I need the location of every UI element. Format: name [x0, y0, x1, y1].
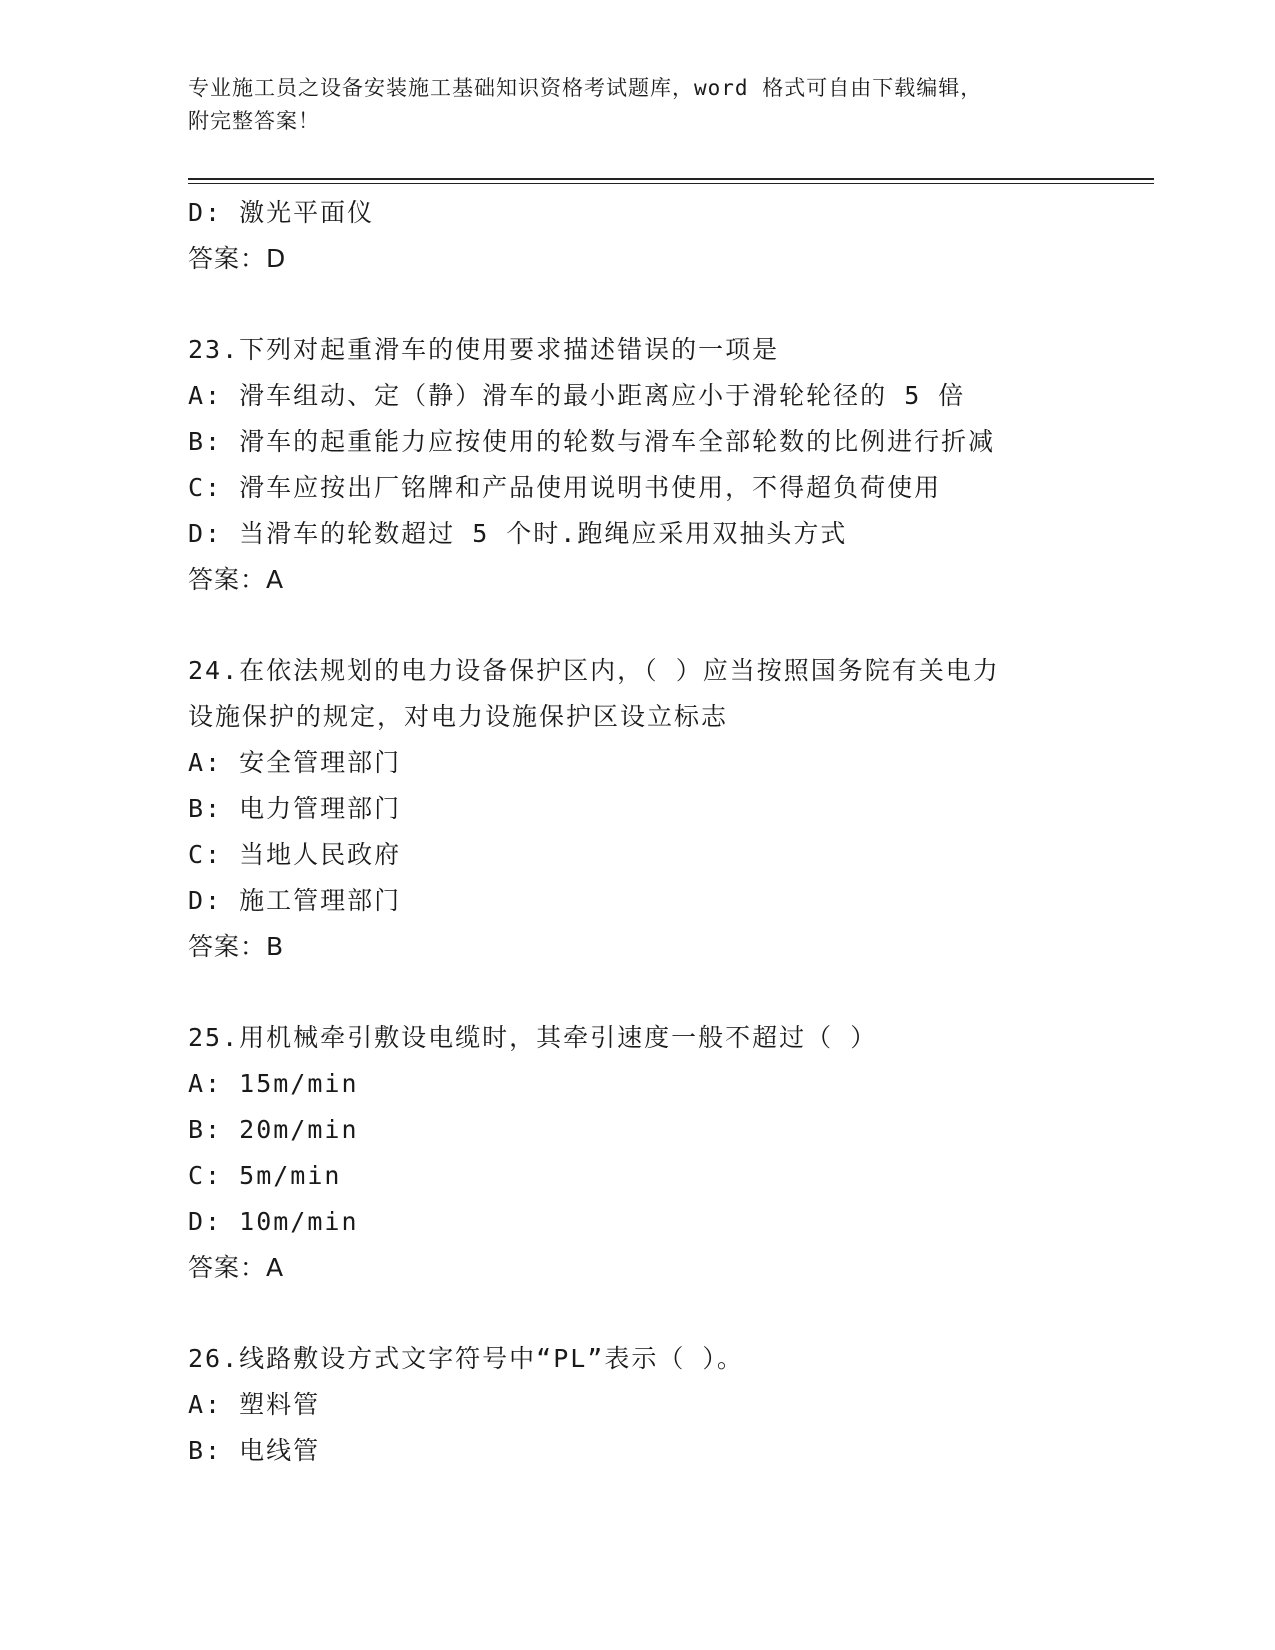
header-line-1: 专业施工员之设备安装施工基础知识资格考试题库，word 格式可自由下载编辑， — [188, 76, 983, 100]
question-26 — [188, 1336, 1088, 1474]
option-a: A: 15m/min — [188, 1069, 359, 1098]
question-list — [188, 190, 1088, 1474]
option-c: C: 5m/min — [188, 1161, 342, 1190]
question-stem-line-1: 24.在依法规划的电力设备保护区内，（ ）应当按照国务院有关电力 — [188, 656, 1000, 685]
option-b: B: 滑车的起重能力应按使用的轮数与滑车全部轮数的比例进行折减 — [188, 427, 996, 456]
previous-question-tail — [188, 190, 1088, 282]
answer: 答案：B — [188, 932, 285, 961]
option-b: B: 电力管理部门 — [188, 794, 402, 823]
option-b: B: 20m/min — [188, 1115, 359, 1144]
header-divider-thick — [188, 178, 1154, 180]
option-c: C: 当地人民政府 — [188, 840, 402, 869]
option-a: A: 安全管理部门 — [188, 748, 402, 777]
answer: 答案：D — [188, 244, 287, 273]
question-24 — [188, 648, 1088, 970]
question-stem: 23.下列对起重滑车的使用要求描述错误的一项是 — [188, 335, 780, 364]
option-d: D: 10m/min — [188, 1207, 359, 1236]
question-stem: 26.线路敷设方式文字符号中“PL”表示（ ）。 — [188, 1344, 744, 1373]
option-a: A: 滑车组动、定（静）滑车的最小距离应小于滑轮轮径的 5 倍 — [188, 381, 966, 410]
answer: 答案：A — [188, 565, 285, 594]
option-c: C: 滑车应按出厂铭牌和产品使用说明书使用，不得超负荷使用 — [188, 473, 942, 502]
option-d: D: 当滑车的轮数超过 5 个时.跑绳应采用双抽头方式 — [188, 519, 848, 548]
question-23 — [188, 327, 1088, 603]
answer: 答案：A — [188, 1253, 285, 1282]
option-a: A: 塑料管 — [188, 1390, 321, 1419]
option-d: D: 施工管理部门 — [188, 886, 402, 915]
question-stem: 25.用机械牵引敷设电缆时，其牵引速度一般不超过（ ） — [188, 1023, 878, 1052]
document-header — [188, 72, 1068, 138]
header-divider-thin — [188, 183, 1154, 184]
option-d: D: 激光平面仪 — [188, 198, 375, 227]
header-line-2: 附完整答案！ — [188, 109, 320, 133]
question-stem-line-2: 设施保护的规定，对电力设施保护区设立标志 — [188, 702, 729, 731]
question-25 — [188, 1015, 1088, 1291]
option-b: B: 电线管 — [188, 1436, 321, 1465]
